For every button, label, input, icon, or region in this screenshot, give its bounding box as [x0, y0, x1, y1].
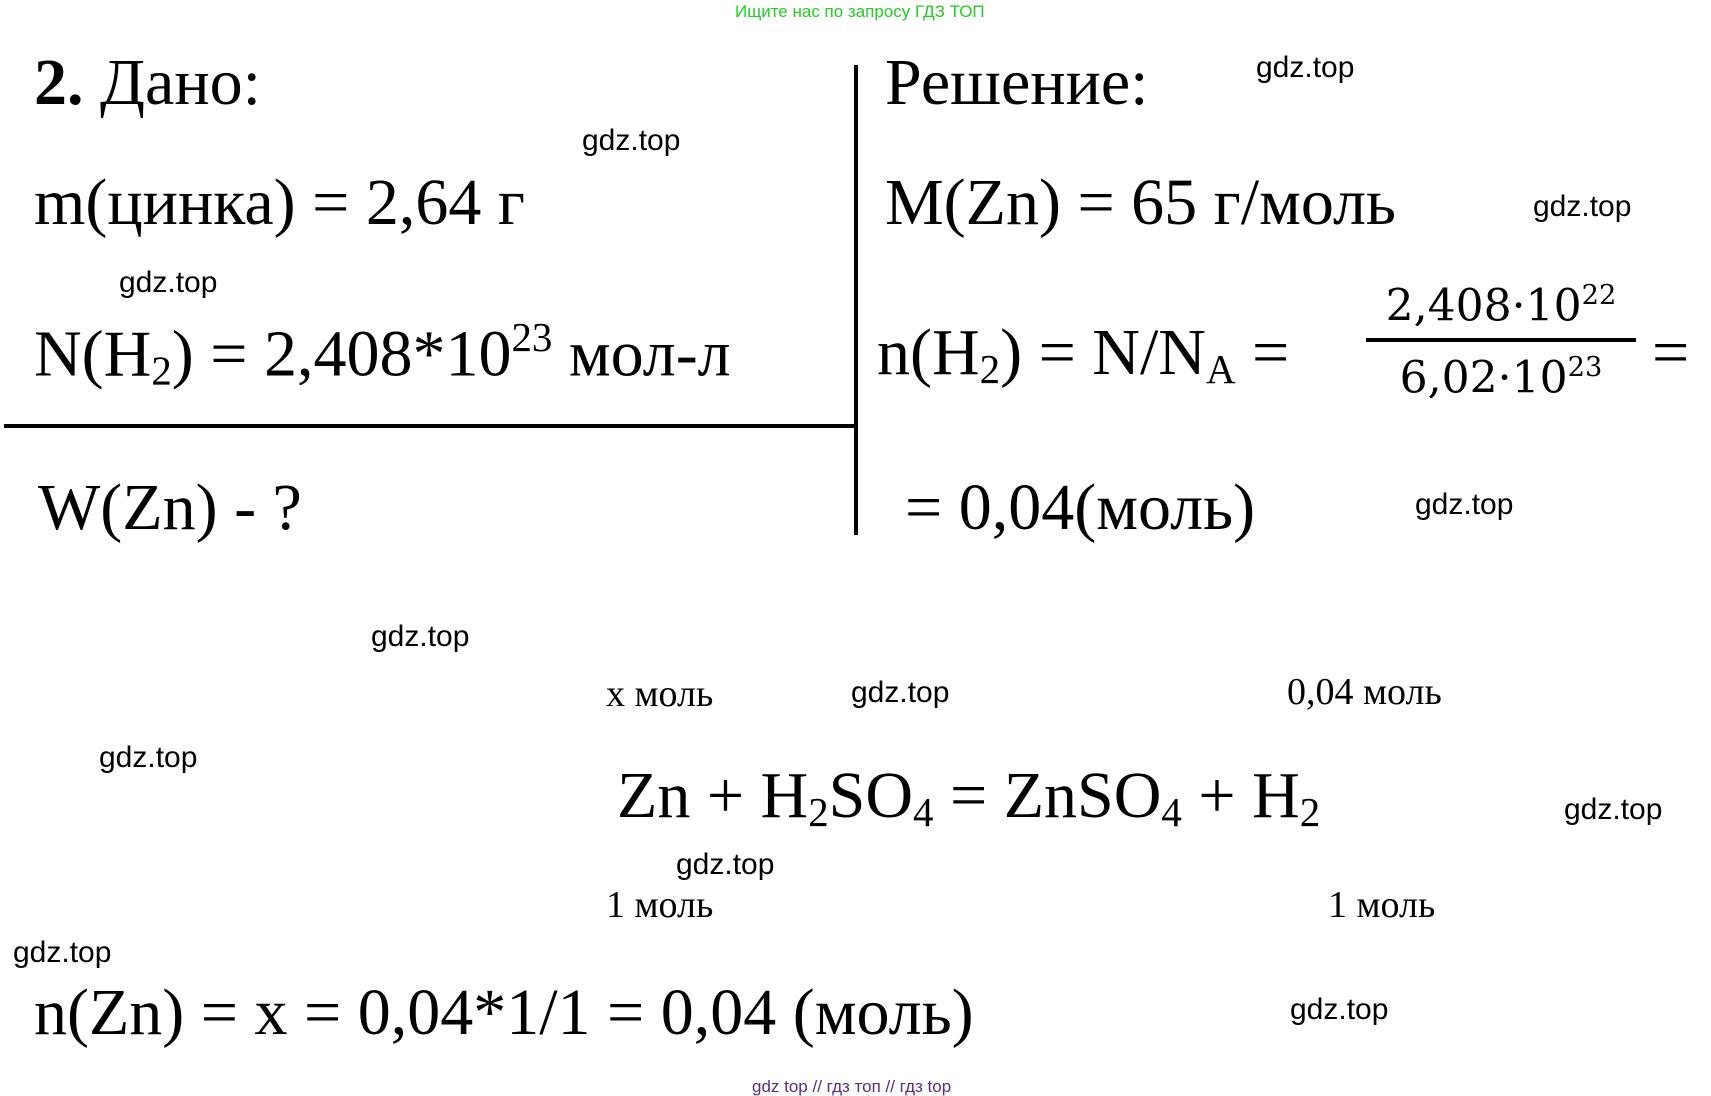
watermark: gdz.top: [371, 620, 470, 653]
eq-so4: SO: [828, 759, 914, 832]
amount-eq: =: [1235, 316, 1290, 389]
watermark: gdz.top: [1290, 993, 1389, 1026]
amount-sub: 2: [979, 347, 1001, 392]
fraction-numerator: [1366, 280, 1636, 332]
denominator-exp: 23: [1567, 352, 1603, 384]
watermark: gdz.top: [676, 848, 775, 881]
eq-h: + H: [1181, 759, 1300, 832]
given-particles: [34, 315, 731, 394]
solution-title: Решение:: [885, 46, 1149, 119]
amount-sub-a: A: [1205, 347, 1236, 392]
eq-zn: Zn + H: [617, 759, 809, 832]
vertical-divider: [854, 65, 858, 535]
reaction-below-right: 1 моль: [1328, 884, 1436, 926]
eq-sub3: 4: [1161, 790, 1182, 835]
fraction-bar: [1366, 338, 1636, 342]
bottom-banner: gdz top // гдз топ // гдз top: [752, 1077, 952, 1096]
trailing-equals: =: [1652, 316, 1690, 389]
given-particles-mid: ) = 2,408*10: [171, 317, 512, 391]
watermark: gdz.top: [99, 741, 198, 774]
watermark: gdz.top: [1415, 488, 1514, 521]
eq-sub2: 4: [913, 790, 934, 835]
watermark: gdz.top: [1256, 51, 1355, 84]
eq-sub4: 2: [1299, 790, 1321, 835]
avogadro-fraction: [1366, 280, 1636, 404]
reaction-equation: [617, 759, 1321, 835]
problem-number: 2.: [34, 46, 84, 119]
amount-mid: ) = N/N: [1000, 316, 1206, 389]
find-line: W(Zn) - ?: [38, 471, 302, 544]
given-title: Дано:: [100, 46, 261, 119]
given-particles-prefix: N(H: [34, 317, 152, 391]
watermark: gdz.top: [119, 266, 218, 299]
amount-prefix: n(H: [877, 316, 980, 389]
amount-result: = 0,04(моль): [905, 471, 1256, 544]
given-heading: [34, 46, 261, 119]
denominator-base: 6,02·10: [1399, 352, 1568, 404]
reaction-above-right: 0,04 моль: [1287, 671, 1442, 713]
given-particles-sup: 23: [511, 315, 553, 360]
horizontal-divider: [4, 424, 856, 428]
given-mass: m(цинка) = 2,64 г: [34, 166, 525, 239]
top-banner: Ищите нас по запросу ГДЗ ТОП: [735, 2, 985, 21]
watermark: gdz.top: [1564, 793, 1663, 826]
watermark: gdz.top: [582, 124, 681, 157]
reaction-above-left: x моль: [606, 673, 714, 715]
final-answer: n(Zn) = x = 0,04*1/1 = 0,04 (моль): [34, 976, 974, 1049]
fraction-denominator: [1366, 352, 1636, 404]
given-particles-sub: 2: [151, 348, 172, 394]
numerator-base: 2,408·10: [1385, 280, 1582, 332]
amount-formula: [877, 316, 1290, 392]
watermark: gdz.top: [13, 936, 112, 969]
molar-mass: M(Zn) = 65 г/моль: [885, 166, 1397, 239]
eq-sub1: 2: [808, 790, 829, 835]
reaction-below-left: 1 моль: [606, 884, 714, 926]
eq-mid: = ZnSO: [933, 759, 1162, 832]
numerator-exp: 22: [1581, 280, 1617, 311]
given-particles-suffix: мол-л: [552, 317, 731, 391]
watermark: gdz.top: [1533, 190, 1632, 223]
watermark: gdz.top: [851, 676, 950, 709]
